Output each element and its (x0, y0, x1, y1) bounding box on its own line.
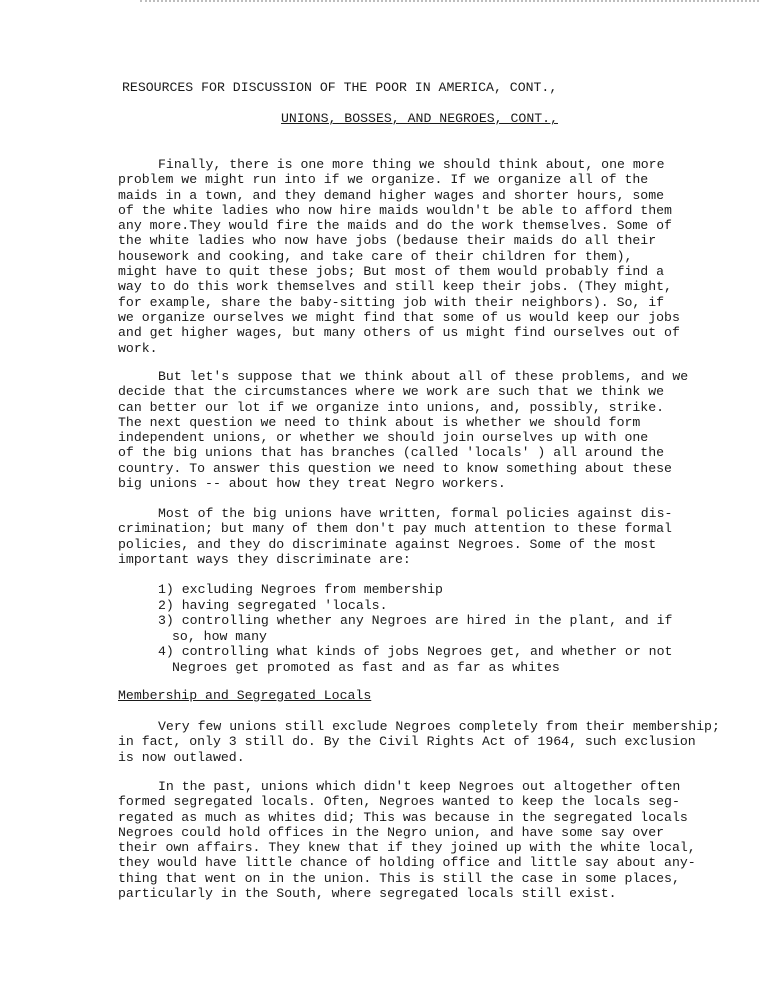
text-line: in fact, only 3 still do. By the Civil Rights Act of 1964, such exclusion (118, 734, 696, 750)
text-line: particularly in the South, where segregated locals still exist. (118, 886, 617, 902)
text-line: Negroes could hold offices in the Negro union, and have some say over (118, 824, 665, 840)
text-line: problem we might run into if we organize. If we organize all of the (118, 172, 649, 188)
text-line: In the past, unions which didn't keep Negroes out altogether often (158, 779, 681, 794)
text-line: crimination; but many of them don't pay much attention to these formal (118, 521, 672, 537)
text-line: independent unions, or whether we should join ourselves up with one (118, 430, 649, 446)
list-item: 1) excluding Negroes from membership (158, 582, 443, 597)
list-item-continuation: so, how many (172, 628, 267, 644)
text-line: country. To answer this question we need to know something about these (118, 460, 672, 476)
paragraph-3 (118, 506, 678, 567)
text-line: for example, share the baby-sitting job with their neighbors). So, if (118, 294, 665, 310)
page-subtitle: UNIONS, BOSSES, AND NEGROES, CONT., (281, 111, 558, 126)
text-line: Finally, there is one more thing we should think about, one more (158, 157, 665, 172)
discrimination-list (158, 582, 678, 675)
list-item: 3) controlling whether any Negroes are hired in the plant, and if (158, 613, 673, 628)
text-line: big unions -- about how they treat Negro workers. (118, 476, 506, 492)
text-line: is now outlawed. (118, 749, 245, 765)
text-line: can better our lot if we organize into unions, and, possibly, strike. (118, 399, 665, 415)
text-line: formed segregated locals. Often, Negroes wanted to keep the locals seg- (118, 794, 680, 810)
text-line: housework and cooking, and take care of their children for them), (118, 248, 633, 264)
list-item: 2) having segregated 'locals. (158, 597, 388, 613)
section-heading: Membership and Segregated Locals (118, 688, 372, 703)
text-line: might have to quit these jobs; But most of them would probably find a (118, 264, 665, 280)
text-line: work. (118, 340, 158, 356)
text-line: of the big unions that has branches (called 'locals' ) all around the (118, 445, 665, 461)
list-item: 4) controlling what kinds of jobs Negroes get, and whether or not (158, 644, 673, 659)
paragraph-1 (118, 157, 678, 356)
text-line: any more.They would fire the maids and do the work themselves. Some of (118, 218, 672, 234)
text-line: the white ladies who now have jobs (bedause their maids do all their (118, 233, 657, 249)
paragraph-2 (118, 369, 689, 492)
text-line: and get higher wages, but many others of us might find ourselves out of (118, 325, 680, 341)
top-border-dots (140, 0, 759, 2)
text-line: they would have little chance of holding office and little say about any- (118, 855, 696, 871)
text-line: way to do this work themselves and still keep their jobs. (They might, (118, 279, 672, 295)
text-line: thing that went on in the union. This is still the case in some places, (118, 870, 680, 886)
text-line: important ways they discriminate are: (118, 551, 411, 567)
text-line: But let's suppose that we think about all of these problems, and we (158, 369, 689, 384)
page-title: RESOURCES FOR DISCUSSION OF THE POOR IN AMERICA, CONT., (122, 80, 558, 95)
text-line: decide that the circumstances where we work are such that we think we (118, 384, 665, 400)
text-line: regated as much as whites did; This was because in the segregated locals (118, 809, 688, 825)
text-line: The next question we need to think about is whether we should form (118, 414, 641, 430)
text-line: policies, and they do discriminate against Negroes. Some of the most (118, 536, 657, 552)
paragraph-4 (118, 719, 720, 765)
text-line: we organize ourselves we might find that some of us would keep our jobs (118, 309, 680, 325)
paragraph-5 (118, 779, 696, 902)
text-line: of the white ladies who now hire maids wouldn't be able to afford them (118, 202, 672, 218)
text-line: Most of the big unions have written, formal policies against dis- (158, 506, 673, 521)
list-item-continuation: Negroes get promoted as fast and as far as whites (172, 659, 560, 675)
text-line: their own affairs. They knew that if they joined up with the white local, (118, 840, 696, 856)
text-line: maids in a town, and they demand higher wages and shorter hours, some (118, 187, 665, 203)
text-line: Very few unions still exclude Negroes completely from their membership; (158, 719, 720, 734)
